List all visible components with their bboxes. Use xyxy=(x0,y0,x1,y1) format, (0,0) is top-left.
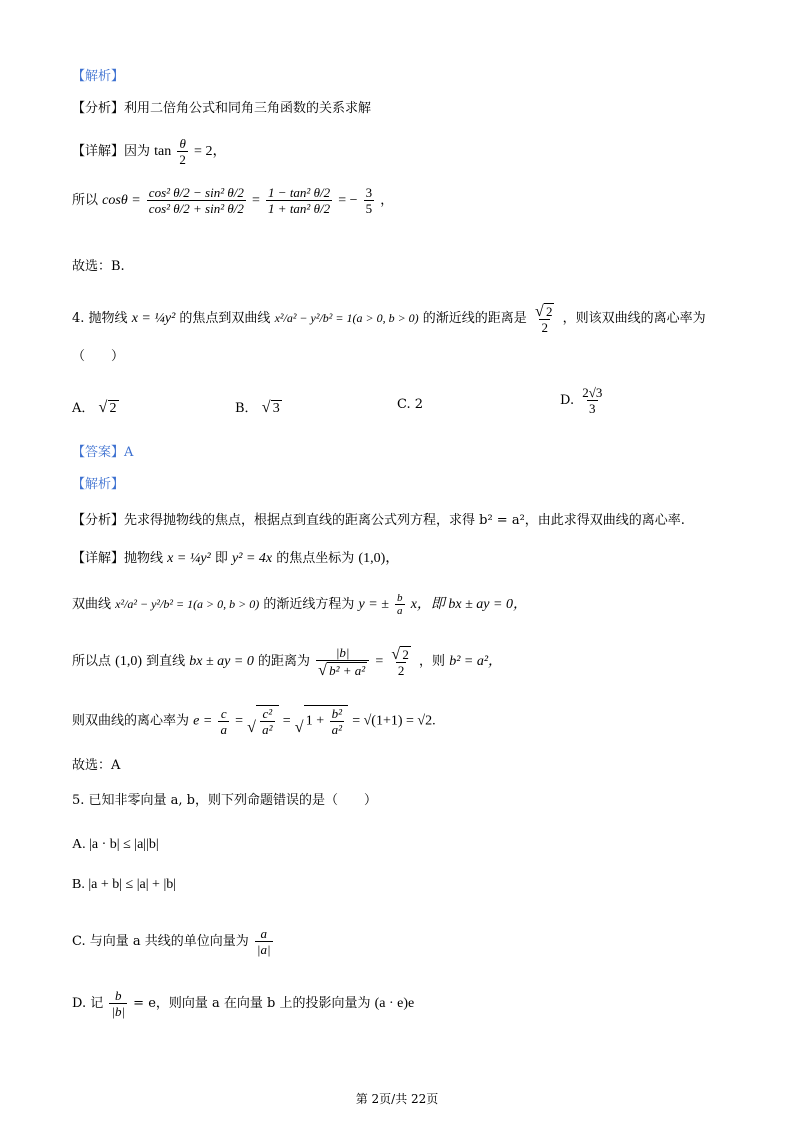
unit-vector-fraction: $\frac{a}{|a|}$ xyxy=(256,926,271,957)
q4-stem-c: 的渐近线的距离是 xyxy=(422,311,527,326)
q4-stem-b: 的焦点到双曲线 xyxy=(179,311,271,326)
sqrt2-den: 2 xyxy=(397,663,405,679)
q4-opt-d-den: 3 xyxy=(589,401,596,416)
q4-xj1-a: 【详解】抛物线 xyxy=(72,551,164,566)
tan-label: tan xyxy=(154,144,172,159)
q5-option-b: B. |a + b| ≤ |a| + |b| xyxy=(72,877,177,892)
q4-distance-fraction xyxy=(533,302,557,335)
q4-xj2-b: 的渐近线方程为 xyxy=(263,597,355,612)
q4-xj1-parabola: x = ¼y² xyxy=(167,551,211,566)
q5-option-a: A. |a · b| ≤ |a||b| xyxy=(72,837,159,852)
q4-option-a xyxy=(72,397,119,417)
answer-tag: 【答案】A xyxy=(72,445,134,460)
comma: ， xyxy=(380,193,394,208)
result-num: 3 xyxy=(365,185,373,200)
page-footer: 第 2页/共 22页 xyxy=(355,1092,439,1106)
q4-option-b xyxy=(235,397,282,417)
q4-detail-4: 则双曲线的离心率为 e = $\frac{c}{a}$ = √ $\frac{\text{c²}}{\text{a²}}$ = √ 1 + $\frac{\text{b²}}{\text{a²}}$ = √(1+1) = √2. xyxy=(72,705,436,737)
q5-opt-d-c: (a · e)e xyxy=(374,996,415,1011)
q4-xj3-e: 的距离为 xyxy=(257,654,310,669)
c-over-a: $\frac{c}{a}$ xyxy=(220,705,227,737)
result-fraction xyxy=(364,185,375,216)
q5-opt-d-b: = e，则向量 a 在向量 b 上的投影向量为 xyxy=(133,996,371,1011)
sqrt2-over-2 xyxy=(389,645,413,678)
distance-formula: |b| √ b² + a² xyxy=(316,645,369,678)
q4-detail-1 xyxy=(72,550,399,568)
q4-option-c: C. 2 xyxy=(397,397,424,412)
q4-xj3-a: 所以点 xyxy=(72,654,112,669)
q4-stem-d: ，则该双曲线的离心率为 xyxy=(562,311,706,326)
q5-option-c xyxy=(72,926,275,957)
tan-fraction xyxy=(266,185,332,216)
q4-opt-d-num: 2√3 xyxy=(582,385,603,400)
q4-xj1-b: 即 xyxy=(214,551,228,566)
fraction-num-2: 1 − tan² θ/2 xyxy=(268,185,331,200)
therefore-label: 所以 xyxy=(72,193,99,208)
asymptote-slope: $\frac{b}{a}$ xyxy=(397,592,403,617)
q4-xj3-f: ，则 xyxy=(419,654,446,669)
detail-prefix: 【详解】因为 xyxy=(72,144,151,159)
q4-stem xyxy=(72,302,706,335)
q5-stem: 5. 已知非零向量 a, b，则下列命题错误的是（ ） xyxy=(72,793,378,808)
q4-opt-a-label: A． xyxy=(72,401,95,416)
fraction-den-2: 1 + tan² θ/2 xyxy=(268,201,331,216)
result-den: 5 xyxy=(365,201,373,216)
detail-line-1 xyxy=(72,136,226,167)
q4-opt-b-value: 3 xyxy=(272,401,280,416)
q4-detail-3: 所以点 (1,0) 到直线 bx ± ay = 0 的距离为 |b| √ b² + a² = √ $\frac{2}{2}$ ，则 b² = a²， xyxy=(72,645,502,678)
q5-option-d xyxy=(72,988,414,1019)
q4-xj2-hyperbola: x²/a² − y²/b² = 1(a > 0, b > 0) xyxy=(115,597,260,611)
q4-dist-num: 2 xyxy=(545,304,553,320)
q4-parabola: x = ¼y² xyxy=(131,311,176,326)
q4-opt-b-label: B． xyxy=(235,401,258,416)
cos-theta-label: cosθ = xyxy=(102,193,141,208)
q4-xj1-e: (1,0)， xyxy=(358,551,400,566)
q4-xj2-c: y = ± xyxy=(358,597,389,612)
q4-xj3-b: (1,0) xyxy=(115,654,142,669)
q4-xj3-d: bx ± ay = 0 xyxy=(189,654,254,669)
b-unit-fraction: $\frac{b}{|b|}$ xyxy=(111,988,126,1019)
q5-opt-c-text: C. 与向量 a 共线的单位向量为 xyxy=(72,934,249,949)
theta-half-fraction xyxy=(177,136,188,167)
q4-analysis-summary: 【分析】先求得抛物线的焦点，根据点到直线的距离公式列方程，求得 b² = a²，由此求得双曲线的离心率. xyxy=(72,513,685,528)
fraction-num-1: cos² θ/2 − sin² θ/2 xyxy=(148,185,244,200)
q4-xj2-a: 双曲线 xyxy=(72,597,112,612)
two-den: 2 xyxy=(179,152,186,167)
analysis-summary: 【分析】利用二倍角公式和同角三角函数的关系求解 xyxy=(72,101,372,116)
q4-opt-a-value: 2 xyxy=(109,401,117,416)
double-angle-fraction xyxy=(147,185,246,216)
q5-opt-d-a: D. 记 xyxy=(72,996,104,1011)
q4-opt-d-fraction xyxy=(580,385,604,416)
q4-dist-den: 2 xyxy=(541,320,548,336)
q4-option-d xyxy=(560,385,606,416)
q4-analysis-heading: 【解析】 xyxy=(72,477,125,492)
q4-xj3-c: 到直线 xyxy=(146,654,186,669)
q4-xj4-b: e = xyxy=(193,713,213,729)
q4-hyperbola: x²/a² − y²/b² = 1(a > 0, b > 0) xyxy=(274,311,419,325)
detail-line-2: 所以 cosθ = $\frac{\text{cos² θ/2 − sin² θ/2}}{\text{cos² θ/2 + sin² θ/2}}$ = $\frac{\text{1 − tan² θ/2}}{\text{1 + tan² θ/2}}$ = − $\frac{3}{5}$ ， xyxy=(72,185,394,216)
q4-opt-d-label: D. xyxy=(560,393,575,408)
q4-answer-tag xyxy=(72,444,133,462)
fraction-den-1: cos² θ/2 + sin² θ/2 xyxy=(148,201,244,216)
analysis-heading: 【解析】 xyxy=(72,69,125,84)
q4-xj4-a: 则双曲线的离心率为 xyxy=(72,713,190,729)
equals-two: = 2， xyxy=(194,144,227,159)
q4-answer: 故选：A xyxy=(72,758,121,773)
q4-xj3-g: b² = a²， xyxy=(449,654,503,669)
prev-answer: 故选：B. xyxy=(72,259,125,274)
q4-stem-a: 4. 抛物线 xyxy=(72,311,128,326)
theta-num: θ xyxy=(179,136,186,151)
q4-xj1-d: 的焦点坐标为 xyxy=(276,551,355,566)
q4-detail-2 xyxy=(72,592,527,617)
q4-xj1-c: y² = 4x xyxy=(232,551,273,566)
q4-xj4-c: = √(1+1) = √2. xyxy=(352,713,436,729)
q4-paren: （ ） xyxy=(72,349,125,364)
result-sign: = − xyxy=(338,193,358,208)
q4-xj2-d: x，即 bx ± ay = 0， xyxy=(410,597,527,612)
sqrt2-num: 2 xyxy=(402,647,409,663)
